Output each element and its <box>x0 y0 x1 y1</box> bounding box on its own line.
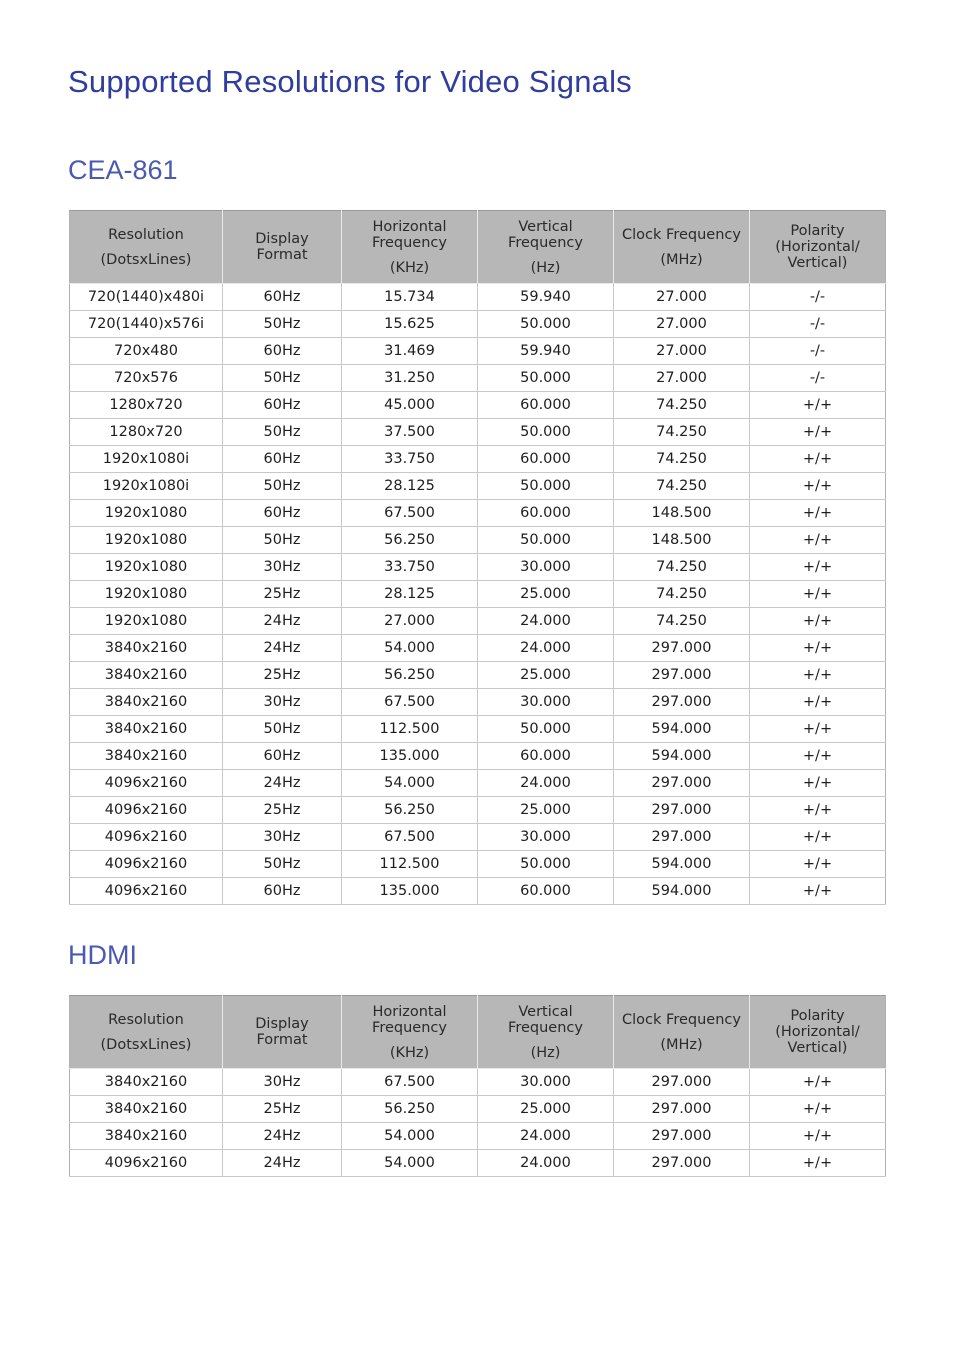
cell-vertical-frequency: 60.000 <box>478 392 614 419</box>
cell-resolution: 3840x2160 <box>70 662 223 689</box>
table-row <box>70 473 886 500</box>
cell-vertical-frequency: 24.000 <box>478 770 614 797</box>
cell-resolution: 3840x2160 <box>70 689 223 716</box>
cell-resolution: 1920x1080 <box>70 554 223 581</box>
cell-horizontal-frequency: 54.000 <box>342 1123 478 1150</box>
table-header <box>70 211 886 284</box>
cell-horizontal-frequency: 15.734 <box>342 284 478 311</box>
table-row <box>70 446 886 473</box>
cell-clock-frequency: 297.000 <box>614 824 750 851</box>
cell-polarity: +/+ <box>750 581 886 608</box>
cell-vertical-frequency: 60.000 <box>478 500 614 527</box>
cell-polarity: +/+ <box>750 689 886 716</box>
cell-polarity: +/+ <box>750 473 886 500</box>
cell-resolution: 3840x2160 <box>70 1069 223 1096</box>
cell-display-format: 50Hz <box>223 527 342 554</box>
cell-clock-frequency: 74.250 <box>614 608 750 635</box>
table-row <box>70 1123 886 1150</box>
table-row <box>70 851 886 878</box>
cell-resolution: 1280x720 <box>70 392 223 419</box>
cell-resolution: 3840x2160 <box>70 1096 223 1123</box>
cell-vertical-frequency: 24.000 <box>478 608 614 635</box>
cell-display-format: 60Hz <box>223 878 342 905</box>
cell-polarity: +/+ <box>750 608 886 635</box>
cell-polarity: +/+ <box>750 770 886 797</box>
table-row <box>70 635 886 662</box>
cell-horizontal-frequency: 135.000 <box>342 878 478 905</box>
cell-polarity: +/+ <box>750 824 886 851</box>
cell-resolution: 1280x720 <box>70 419 223 446</box>
header-row <box>70 211 886 284</box>
cell-vertical-frequency: 24.000 <box>478 1150 614 1177</box>
header-row <box>70 996 886 1069</box>
cell-display-format: 30Hz <box>223 824 342 851</box>
cell-horizontal-frequency: 67.500 <box>342 689 478 716</box>
cell-horizontal-frequency: 31.469 <box>342 338 478 365</box>
cell-polarity: +/+ <box>750 851 886 878</box>
cell-clock-frequency: 594.000 <box>614 878 750 905</box>
table-header <box>70 996 886 1069</box>
cell-resolution: 3840x2160 <box>70 743 223 770</box>
cell-vertical-frequency: 59.940 <box>478 284 614 311</box>
cell-vertical-frequency: 50.000 <box>478 851 614 878</box>
cell-resolution: 4096x2160 <box>70 878 223 905</box>
cell-horizontal-frequency: 135.000 <box>342 743 478 770</box>
table-row <box>70 824 886 851</box>
cell-display-format: 50Hz <box>223 419 342 446</box>
cell-display-format: 24Hz <box>223 635 342 662</box>
cell-display-format: 50Hz <box>223 311 342 338</box>
cell-resolution: 4096x2160 <box>70 797 223 824</box>
cell-horizontal-frequency: 33.750 <box>342 446 478 473</box>
cell-polarity: -/- <box>750 311 886 338</box>
cell-vertical-frequency: 50.000 <box>478 527 614 554</box>
cell-clock-frequency: 27.000 <box>614 284 750 311</box>
cell-clock-frequency: 297.000 <box>614 662 750 689</box>
cell-display-format: 24Hz <box>223 608 342 635</box>
cell-display-format: 25Hz <box>223 662 342 689</box>
cell-clock-frequency: 297.000 <box>614 1123 750 1150</box>
table-row <box>70 554 886 581</box>
cell-resolution: 3840x2160 <box>70 635 223 662</box>
cell-vertical-frequency: 60.000 <box>478 743 614 770</box>
cell-display-format: 25Hz <box>223 797 342 824</box>
cell-clock-frequency: 297.000 <box>614 1069 750 1096</box>
header-vertical-frequency: Vertical Frequency (Hz) <box>478 211 614 284</box>
cell-clock-frequency: 27.000 <box>614 311 750 338</box>
cell-display-format: 24Hz <box>223 1123 342 1150</box>
table-row <box>70 581 886 608</box>
cell-clock-frequency: 297.000 <box>614 689 750 716</box>
header-horizontal-frequency: Horizontal Frequency (KHz) <box>342 996 478 1069</box>
cell-polarity: +/+ <box>750 797 886 824</box>
header-resolution: Resolution (DotsxLines) <box>70 211 223 284</box>
cell-display-format: 60Hz <box>223 446 342 473</box>
page-title: Supported Resolutions for Video Signals <box>68 64 632 99</box>
cell-horizontal-frequency: 54.000 <box>342 635 478 662</box>
cell-polarity: -/- <box>750 338 886 365</box>
cell-horizontal-frequency: 112.500 <box>342 851 478 878</box>
cell-vertical-frequency: 30.000 <box>478 824 614 851</box>
cell-clock-frequency: 297.000 <box>614 1150 750 1177</box>
cell-horizontal-frequency: 56.250 <box>342 662 478 689</box>
cell-horizontal-frequency: 28.125 <box>342 581 478 608</box>
cell-display-format: 30Hz <box>223 689 342 716</box>
table-body <box>70 1069 886 1177</box>
cell-polarity: +/+ <box>750 1069 886 1096</box>
cell-resolution: 3840x2160 <box>70 1123 223 1150</box>
cell-vertical-frequency: 50.000 <box>478 419 614 446</box>
cell-display-format: 50Hz <box>223 473 342 500</box>
cell-polarity: +/+ <box>750 662 886 689</box>
cell-resolution: 720(1440)x576i <box>70 311 223 338</box>
cell-clock-frequency: 74.250 <box>614 581 750 608</box>
cell-vertical-frequency: 30.000 <box>478 1069 614 1096</box>
cell-horizontal-frequency: 37.500 <box>342 419 478 446</box>
cell-polarity: +/+ <box>750 527 886 554</box>
cell-resolution: 4096x2160 <box>70 851 223 878</box>
cell-horizontal-frequency: 28.125 <box>342 473 478 500</box>
cell-horizontal-frequency: 67.500 <box>342 824 478 851</box>
cell-display-format: 60Hz <box>223 338 342 365</box>
cell-vertical-frequency: 50.000 <box>478 365 614 392</box>
header-vertical-frequency: Vertical Frequency (Hz) <box>478 996 614 1069</box>
table-row <box>70 311 886 338</box>
cell-polarity: +/+ <box>750 419 886 446</box>
cell-vertical-frequency: 50.000 <box>478 473 614 500</box>
cell-display-format: 60Hz <box>223 284 342 311</box>
cell-vertical-frequency: 30.000 <box>478 689 614 716</box>
header-polarity: Polarity (Horizontal/ Vertical) <box>750 996 886 1069</box>
table-row <box>70 527 886 554</box>
cell-display-format: 50Hz <box>223 716 342 743</box>
cell-horizontal-frequency: 67.500 <box>342 1069 478 1096</box>
cell-resolution: 1920x1080 <box>70 500 223 527</box>
table-row <box>70 878 886 905</box>
cell-vertical-frequency: 25.000 <box>478 797 614 824</box>
cell-resolution: 720x480 <box>70 338 223 365</box>
cell-resolution: 4096x2160 <box>70 1150 223 1177</box>
cell-horizontal-frequency: 27.000 <box>342 608 478 635</box>
table-row <box>70 338 886 365</box>
cell-vertical-frequency: 60.000 <box>478 878 614 905</box>
header-display-format: Display Format <box>223 996 342 1069</box>
cell-resolution: 4096x2160 <box>70 824 223 851</box>
cell-display-format: 50Hz <box>223 365 342 392</box>
table-row <box>70 662 886 689</box>
table-row <box>70 1150 886 1177</box>
table-row <box>70 770 886 797</box>
cell-display-format: 30Hz <box>223 554 342 581</box>
cell-clock-frequency: 148.500 <box>614 500 750 527</box>
cell-resolution: 1920x1080i <box>70 446 223 473</box>
cell-clock-frequency: 148.500 <box>614 527 750 554</box>
cell-clock-frequency: 297.000 <box>614 797 750 824</box>
cell-polarity: +/+ <box>750 635 886 662</box>
cell-clock-frequency: 594.000 <box>614 743 750 770</box>
cell-resolution: 1920x1080 <box>70 527 223 554</box>
cell-clock-frequency: 594.000 <box>614 716 750 743</box>
cell-vertical-frequency: 25.000 <box>478 581 614 608</box>
table-row <box>70 284 886 311</box>
cell-display-format: 60Hz <box>223 743 342 770</box>
cell-vertical-frequency: 25.000 <box>478 662 614 689</box>
cea-861-resolution-table <box>69 210 886 905</box>
section-title-cea-861: CEA-861 <box>68 155 178 185</box>
cell-clock-frequency: 27.000 <box>614 365 750 392</box>
table-row <box>70 419 886 446</box>
cell-horizontal-frequency: 56.250 <box>342 797 478 824</box>
cell-display-format: 30Hz <box>223 1069 342 1096</box>
table-body <box>70 284 886 905</box>
table-row <box>70 689 886 716</box>
cell-polarity: +/+ <box>750 554 886 581</box>
cell-display-format: 50Hz <box>223 851 342 878</box>
header-resolution: Resolution (DotsxLines) <box>70 996 223 1069</box>
cell-resolution: 1920x1080i <box>70 473 223 500</box>
cell-display-format: 25Hz <box>223 581 342 608</box>
cell-display-format: 60Hz <box>223 500 342 527</box>
cell-horizontal-frequency: 112.500 <box>342 716 478 743</box>
table-row <box>70 716 886 743</box>
cell-polarity: -/- <box>750 365 886 392</box>
hdmi-resolution-table <box>69 995 886 1177</box>
cell-polarity: -/- <box>750 284 886 311</box>
cell-resolution: 4096x2160 <box>70 770 223 797</box>
table-row <box>70 365 886 392</box>
cell-display-format: 24Hz <box>223 1150 342 1177</box>
cell-polarity: +/+ <box>750 1096 886 1123</box>
cell-polarity: +/+ <box>750 743 886 770</box>
cell-vertical-frequency: 60.000 <box>478 446 614 473</box>
header-display-format: Display Format <box>223 211 342 284</box>
cell-horizontal-frequency: 45.000 <box>342 392 478 419</box>
cell-clock-frequency: 594.000 <box>614 851 750 878</box>
header-horizontal-frequency: Horizontal Frequency (KHz) <box>342 211 478 284</box>
cell-display-format: 25Hz <box>223 1096 342 1123</box>
cell-polarity: +/+ <box>750 392 886 419</box>
cell-clock-frequency: 297.000 <box>614 1096 750 1123</box>
cell-vertical-frequency: 24.000 <box>478 1123 614 1150</box>
cell-polarity: +/+ <box>750 878 886 905</box>
header-clock-frequency: Clock Frequency (MHz) <box>614 211 750 284</box>
cell-vertical-frequency: 59.940 <box>478 338 614 365</box>
cell-vertical-frequency: 50.000 <box>478 716 614 743</box>
cell-polarity: +/+ <box>750 1150 886 1177</box>
table-row <box>70 797 886 824</box>
cell-vertical-frequency: 50.000 <box>478 311 614 338</box>
cell-horizontal-frequency: 56.250 <box>342 527 478 554</box>
cell-polarity: +/+ <box>750 716 886 743</box>
cell-resolution: 1920x1080 <box>70 608 223 635</box>
header-polarity: Polarity (Horizontal/ Vertical) <box>750 211 886 284</box>
table-row <box>70 743 886 770</box>
cell-horizontal-frequency: 33.750 <box>342 554 478 581</box>
cell-horizontal-frequency: 54.000 <box>342 1150 478 1177</box>
cell-polarity: +/+ <box>750 500 886 527</box>
table-row <box>70 1096 886 1123</box>
cell-vertical-frequency: 25.000 <box>478 1096 614 1123</box>
table-row <box>70 608 886 635</box>
cell-clock-frequency: 74.250 <box>614 419 750 446</box>
section-title-hdmi: HDMI <box>68 940 137 970</box>
cell-display-format: 24Hz <box>223 770 342 797</box>
cell-horizontal-frequency: 56.250 <box>342 1096 478 1123</box>
cell-clock-frequency: 297.000 <box>614 635 750 662</box>
table-row <box>70 1069 886 1096</box>
cell-clock-frequency: 74.250 <box>614 554 750 581</box>
cell-clock-frequency: 27.000 <box>614 338 750 365</box>
cell-clock-frequency: 74.250 <box>614 392 750 419</box>
cell-horizontal-frequency: 31.250 <box>342 365 478 392</box>
cell-polarity: +/+ <box>750 1123 886 1150</box>
cell-vertical-frequency: 30.000 <box>478 554 614 581</box>
cell-resolution: 720(1440)x480i <box>70 284 223 311</box>
cell-clock-frequency: 297.000 <box>614 770 750 797</box>
cell-display-format: 60Hz <box>223 392 342 419</box>
cell-resolution: 3840x2160 <box>70 716 223 743</box>
cell-horizontal-frequency: 15.625 <box>342 311 478 338</box>
cell-horizontal-frequency: 67.500 <box>342 500 478 527</box>
cell-resolution: 1920x1080 <box>70 581 223 608</box>
cell-polarity: +/+ <box>750 446 886 473</box>
cell-clock-frequency: 74.250 <box>614 446 750 473</box>
cell-clock-frequency: 74.250 <box>614 473 750 500</box>
table-row <box>70 500 886 527</box>
table-row <box>70 392 886 419</box>
cell-vertical-frequency: 24.000 <box>478 635 614 662</box>
cell-resolution: 720x576 <box>70 365 223 392</box>
header-clock-frequency: Clock Frequency (MHz) <box>614 996 750 1069</box>
cell-horizontal-frequency: 54.000 <box>342 770 478 797</box>
